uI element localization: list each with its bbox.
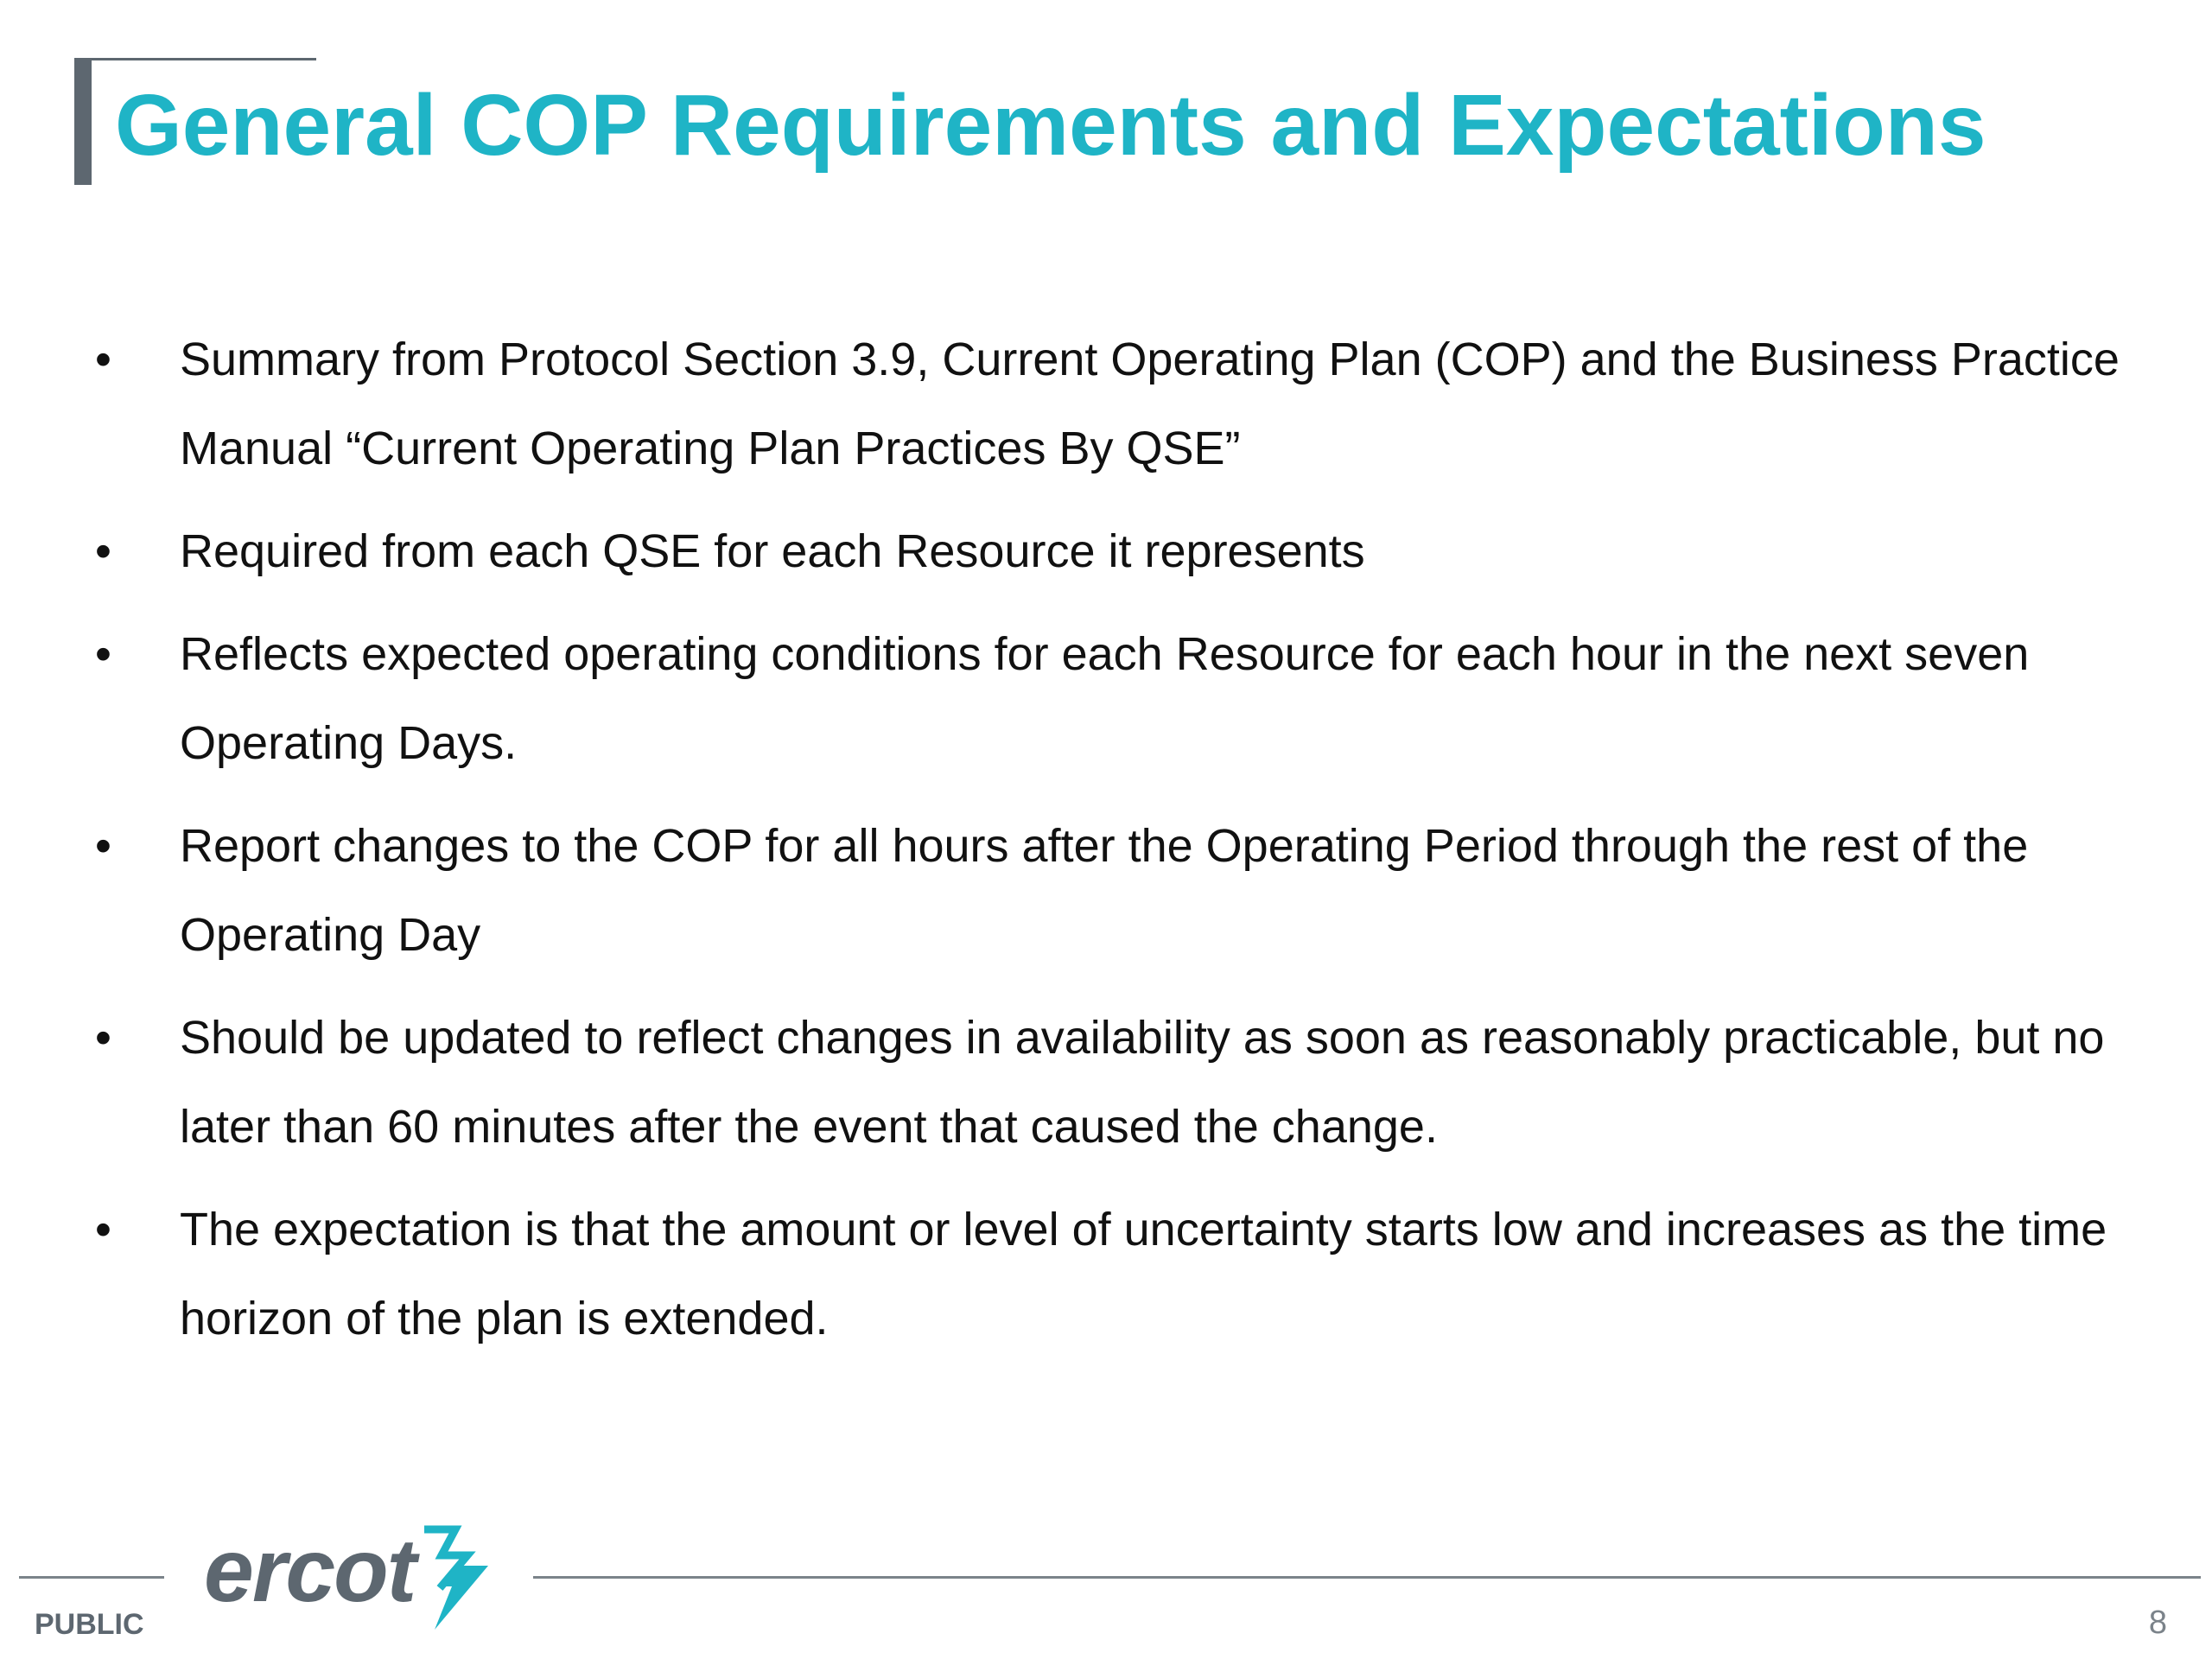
lightning-bolt-icon xyxy=(405,1522,492,1631)
bullet-text: Reflects expected operating conditions for each Resource for each hour in the next seven Operating Days. xyxy=(180,628,2030,769)
bullet-marker: • xyxy=(95,1204,111,1255)
bullet-list xyxy=(86,315,2143,1377)
ercot-logo xyxy=(204,1519,498,1631)
list-item xyxy=(86,610,2143,788)
title-accent-line xyxy=(74,58,316,60)
bullet-text: Required from each QSE for each Resource it represents xyxy=(180,525,1365,577)
list-item xyxy=(86,1185,2143,1363)
title-accent-bar xyxy=(74,58,92,185)
bullet-marker: • xyxy=(95,334,111,385)
footer-divider-right xyxy=(533,1576,2201,1579)
bullet-text: Should be updated to reflect changes in availability as soon as reasonably practicable, but no later than 60 minutes after the event that caused the change. xyxy=(180,1012,2105,1153)
page-number: 8 xyxy=(2148,1605,2167,1641)
classification-label: PUBLIC xyxy=(35,1608,144,1641)
bullet-marker: • xyxy=(95,820,111,872)
bullet-marker: • xyxy=(95,525,111,577)
bullet-text: Report changes to the COP for all hours after the Operating Period through the rest of the Operating Day xyxy=(180,820,2029,961)
list-item xyxy=(86,994,2143,1172)
bullet-text: The expectation is that the amount or level of uncertainty starts low and increases as the time horizon of the plan is extended. xyxy=(180,1204,2107,1344)
bullet-marker: • xyxy=(95,628,111,680)
bullet-marker: • xyxy=(95,1012,111,1064)
list-item xyxy=(86,507,2143,596)
logo-wordmark: ercot xyxy=(204,1521,416,1621)
footer-divider-left xyxy=(19,1576,164,1579)
slide-title: General COP Requirements and Expectations xyxy=(115,77,1986,174)
list-item xyxy=(86,315,2143,493)
bullet-text: Summary from Protocol Section 3.9, Current Operating Plan (COP) and the Business Practice Manual “Current Operating Plan Practices By QSE” xyxy=(180,334,2120,474)
list-item xyxy=(86,802,2143,980)
